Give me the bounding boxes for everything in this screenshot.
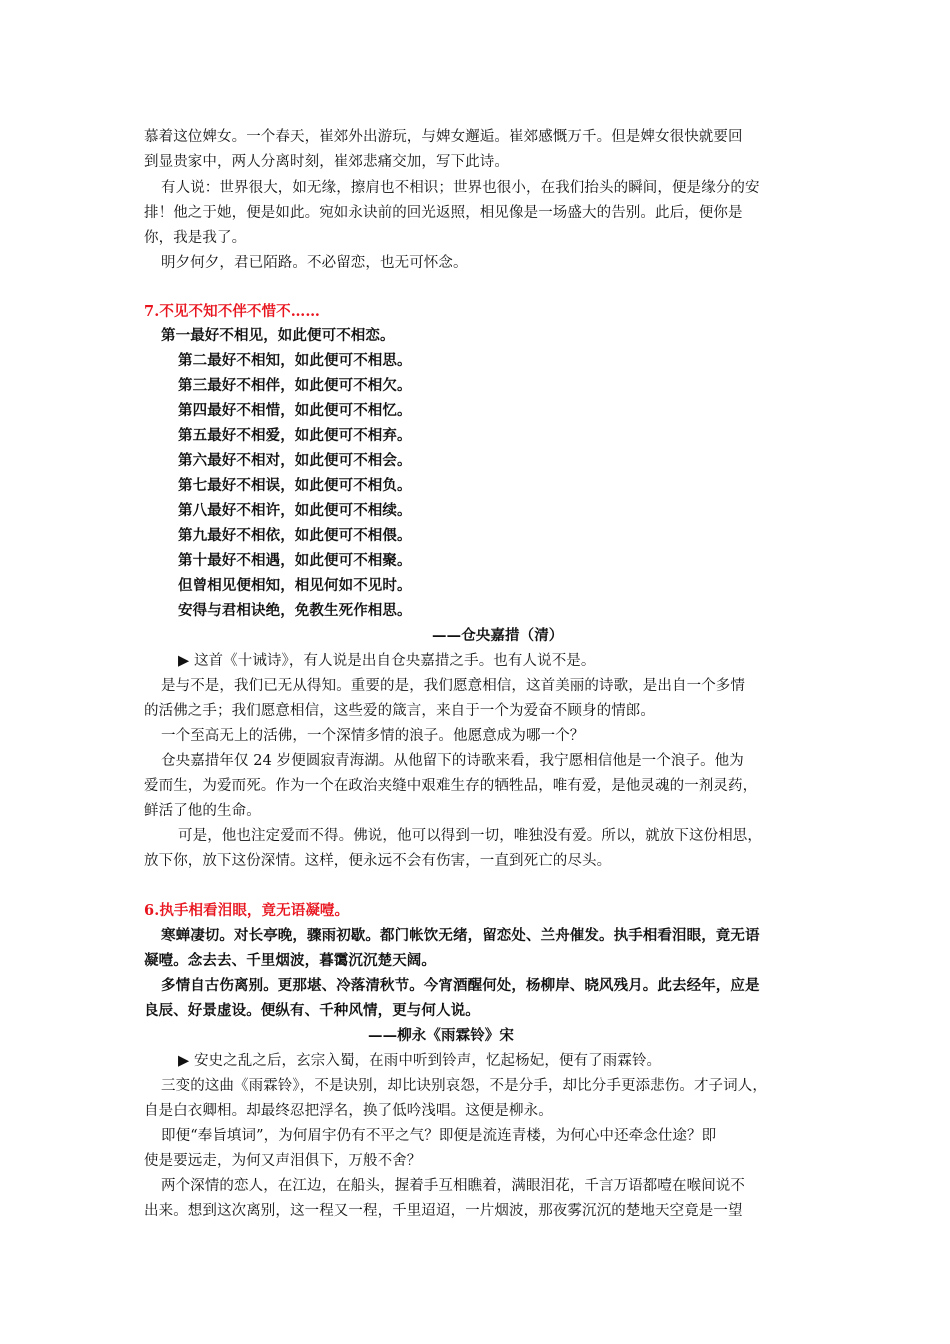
commentary-line: 的活佛之手；我们愿意相信，这些爱的箴言，来自于一个为爱奋不顾身的情郎。 [144,703,655,719]
commentary-line: 鲜活了他的生命。 [144,803,261,819]
commentary-line: 放下你，放下这份深情。这样，便永远不会有伤害，一直到死亡的尽头。 [144,853,612,869]
poem-line: 安得与君相诀绝，免教生死作相思。 [178,602,412,619]
paragraph-line: 排！他之于她，便是如此。宛如永诀前的回光返照，相见像是一场盛大的告别。此后，便你是 [144,205,743,221]
commentary-line: 即便“奉旨填词”，为何眉宇仍有不平之气？即便是流连青楼，为何心中还牵念仕途？即 [161,1128,717,1144]
section-heading: 6.执手相看泪眼，竟无语凝噎。 [144,902,350,919]
paragraph-line: 慕着这位婢女。一个春天，崔郊外出游玩，与婢女邂逅。崔郊感慨万千。但是婢女很快就要回 [144,129,743,145]
poem-line: 但曾相见便相知，相见何如不见时。 [178,577,412,594]
poem-line: 第一最好不相见，如此便可不相恋。 [161,327,395,344]
poem-line: 第六最好不相对，如此便可不相会。 [178,452,412,469]
poem-attribution: ——仓央嘉措（清） [432,627,564,644]
commentary-line: 自是白衣卿相。却最终忍把浮名，换了低吟浅唱。这便是柳永。 [144,1103,553,1119]
section-heading: 7.不见不知不伴不惜不…… [144,303,320,320]
commentary-line: 两个深情的恋人，在江边，在船头，握着手互相瞧着，满眼泪花，千言万语都噎在喉间说不 [161,1178,745,1194]
commentary-line: 爱而生，为爱而死。作为一个在政治夹缝中艰难生存的牺牲品，唯有爱，是他灵魂的一剂灵药， [144,778,758,794]
commentary-line: 仓央嘉措年仅 24 岁便圆寂青海湖。从他留下的诗歌来看，我宁愿相信他是一个浪子。他为 [161,753,744,769]
poem-line: 第七最好不相误，如此便可不相负。 [178,477,412,494]
commentary-line: 使是要远走，为何又声泪俱下，万般不舍？ [144,1153,422,1169]
poem-line: 第四最好不相惜，如此便可不相忆。 [178,402,412,419]
commentary-line: 是与不是，我们已无从得知。重要的是，我们愿意相信，这首美丽的诗歌，是出自一个多情 [161,678,745,694]
poem-line: 第三最好不相伴，如此便可不相欠。 [178,377,412,394]
poem-line: 第十最好不相遇，如此便可不相聚。 [178,552,412,569]
commentary-line: 可是，他也注定爱而不得。佛说，他可以得到一切，唯独没有爱。所以，就放下这份相思， [178,828,762,844]
paragraph-line: 到显贵家中，两人分离时刻，崔郊悲痛交加，写下此诗。 [144,154,509,170]
poem-line: 良辰、好景虚设。便纵有、千种风情，更与何人说。 [144,1002,480,1019]
paragraph-line: 明夕何夕，君已陌路。不必留恋，也无可怀念。 [161,255,468,271]
poem-line: 第二最好不相知，如此便可不相思。 [178,352,412,369]
poem-line: 多情自古伤离别。更那堪、冷落清秋节。今宵酒醒何处，杨柳岸、晓风残月。此去经年，应是 [161,977,760,994]
commentary-line: 三变的这曲《雨霖铃》，不是诀别，却比诀别哀怨，不是分手，却比分手更添悲伤。才子词人， [161,1078,767,1094]
commentary-line: ▶ 这首《十诫诗》，有人说是出自仓央嘉措之手。也有人说不是。 [178,653,596,669]
commentary-line: 一个至高无上的活佛，一个深情多情的浪子。他愿意成为哪一个？ [161,728,585,744]
paragraph-line: 你，我是我了。 [144,230,247,246]
poem-line: 第九最好不相依，如此便可不相偎。 [178,527,412,544]
poem-line: 第八最好不相许，如此便可不相续。 [178,502,412,519]
poem-attribution: ——柳永《雨霖铃》宋 [368,1027,514,1044]
poem-line: 凝噎。念去去、千里烟波，暮霭沉沉楚天阔。 [144,952,436,969]
paragraph-line: 有人说：世界很大，如无缘，擦肩也不相识；世界也很小，在我们抬头的瞬间，便是缘分的安 [161,180,760,196]
poem-line: 寒蝉凄切。对长亭晚，骤雨初歇。都门帐饮无绪，留恋处、兰舟催发。执手相看泪眼，竟无语 [161,927,760,944]
commentary-line: ▶ 安史之乱之后，玄宗入蜀，在雨中听到铃声，忆起杨妃，便有了雨霖铃。 [178,1053,662,1069]
commentary-line: 出来。想到这次离别，这一程又一程，千里迢迢，一片烟波，那夜雾沉沉的楚地天空竟是一望 [144,1203,743,1219]
poem-line: 第五最好不相爱，如此便可不相弃。 [178,427,412,444]
